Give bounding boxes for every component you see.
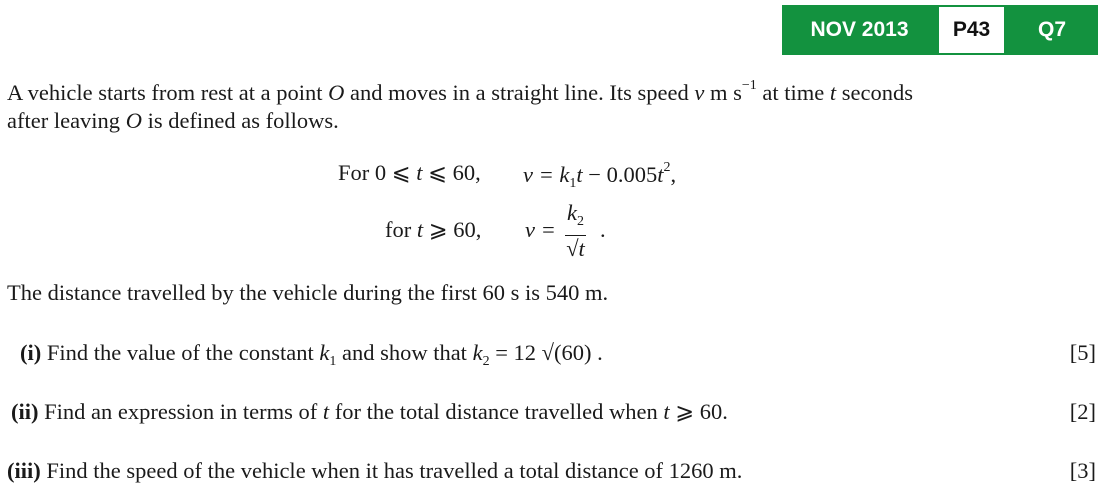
case-2-equation-lhs: v = <box>525 217 556 242</box>
session-badge: NOV 2013 <box>782 5 937 55</box>
intro-line-1: A vehicle starts from rest at a point O and moves in a straight line. Its speed v m $s^{-1}$ at time t seconds <box>7 78 914 105</box>
part-label: (ii) <box>11 399 39 424</box>
part-label: (iii) <box>7 458 41 483</box>
paper-badge: P43 <box>937 5 1006 55</box>
part-iii-marks: [3] <box>1069 458 1096 483</box>
question-number-badge: Q7 <box>1006 5 1098 55</box>
part-i-marks: [5] <box>1069 340 1096 365</box>
fraction-numerator: $k_2$ <box>565 200 586 236</box>
case-2-condition: for t ⩾ 60, <box>385 217 482 242</box>
part-i: (i) Find the value of the constant $k_1$ and show that $k_2 = 12$ √(60) . <box>20 340 603 369</box>
case-1-equation: $v = k_1t - 0.005t^2$, <box>523 160 677 191</box>
part-ii-marks: [2] <box>1069 399 1096 424</box>
part-iii: (iii) Find the speed of the vehicle when it has travelled a total distance of 1260 m. <box>7 458 743 483</box>
case-2-end: . <box>600 217 606 242</box>
intro-line-2: after leaving O is defined as follows. <box>7 108 339 133</box>
part-ii: (ii) Find an expression in terms of t for the total distance travelled when t ⩾ 60. <box>11 399 728 424</box>
question-reference-badge <box>782 5 1098 55</box>
part-label: (i) <box>20 340 42 365</box>
case-1-condition: For 0 ⩽ t ⩽ 60, <box>338 160 481 185</box>
distance-statement: The distance travelled by the vehicle during the first 60 s is 540 m. <box>7 280 609 305</box>
case-2-fraction <box>565 200 586 262</box>
fraction-denominator: √t <box>566 236 585 261</box>
